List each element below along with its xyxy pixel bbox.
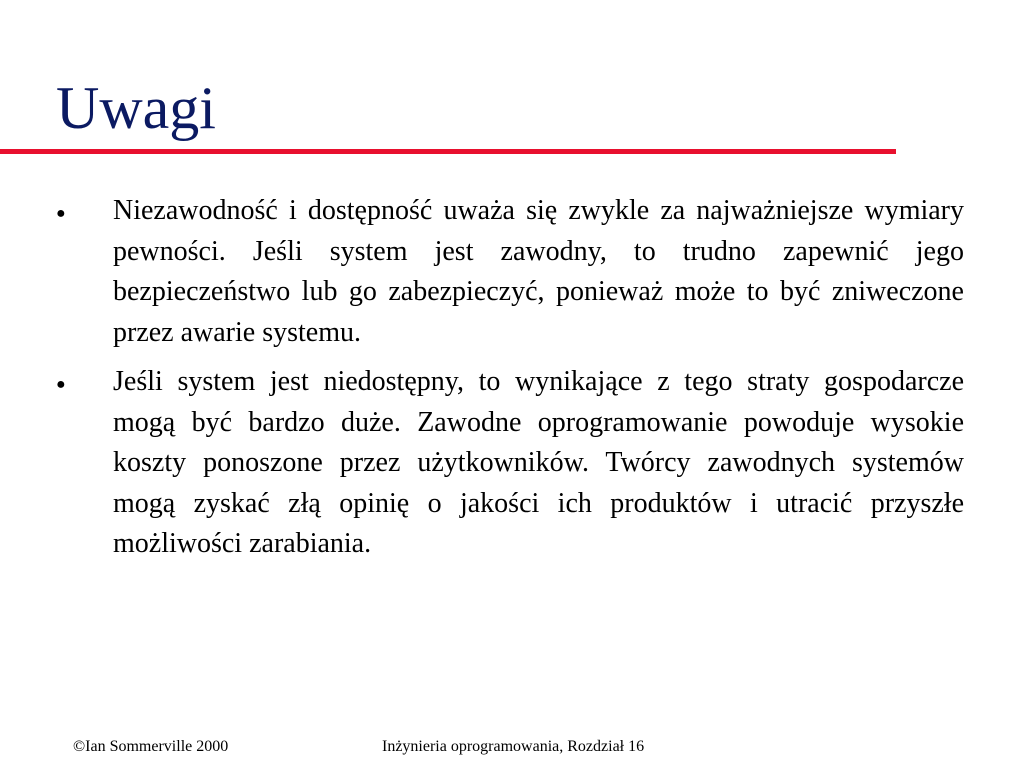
footer-copyright: ©Ian Sommerville 2000: [73, 738, 229, 755]
title-underline-rule: [0, 149, 896, 154]
bullet-dot-icon: ●: [56, 205, 66, 222]
bullet-dot-icon: ●: [56, 376, 66, 393]
bullet-list: [56, 191, 964, 574]
bullet-item-availability: [56, 362, 964, 565]
footer-course-chapter: Inżynieria oprogramowania, Rozdział 16: [382, 738, 645, 755]
slide-title: Uwagi: [56, 75, 216, 141]
bullet-text: Niezawodność i dostępność uważa się zwykle za najważniejsze wymiary pewności. Jeśli system jest zawodny, to trudno zapewnić jego bezpieczeństwo lub go zabezpieczyć, ponieważ może to być zniweczone przez awarie systemu.: [113, 195, 964, 348]
bullet-item-reliability: [56, 191, 964, 353]
bullet-text: Jeśli system jest niedostępny, to wynikające z tego straty gospodarcze mogą być bardzo duże. Zawodne oprogramowanie powoduje wysokie koszty ponoszone przez użytkowników. Twórcy zawodnych systemów mogą zyskać złą opinię o jakości ich produktów i utracić przyszłe możliwości zarabiania.: [113, 366, 964, 559]
